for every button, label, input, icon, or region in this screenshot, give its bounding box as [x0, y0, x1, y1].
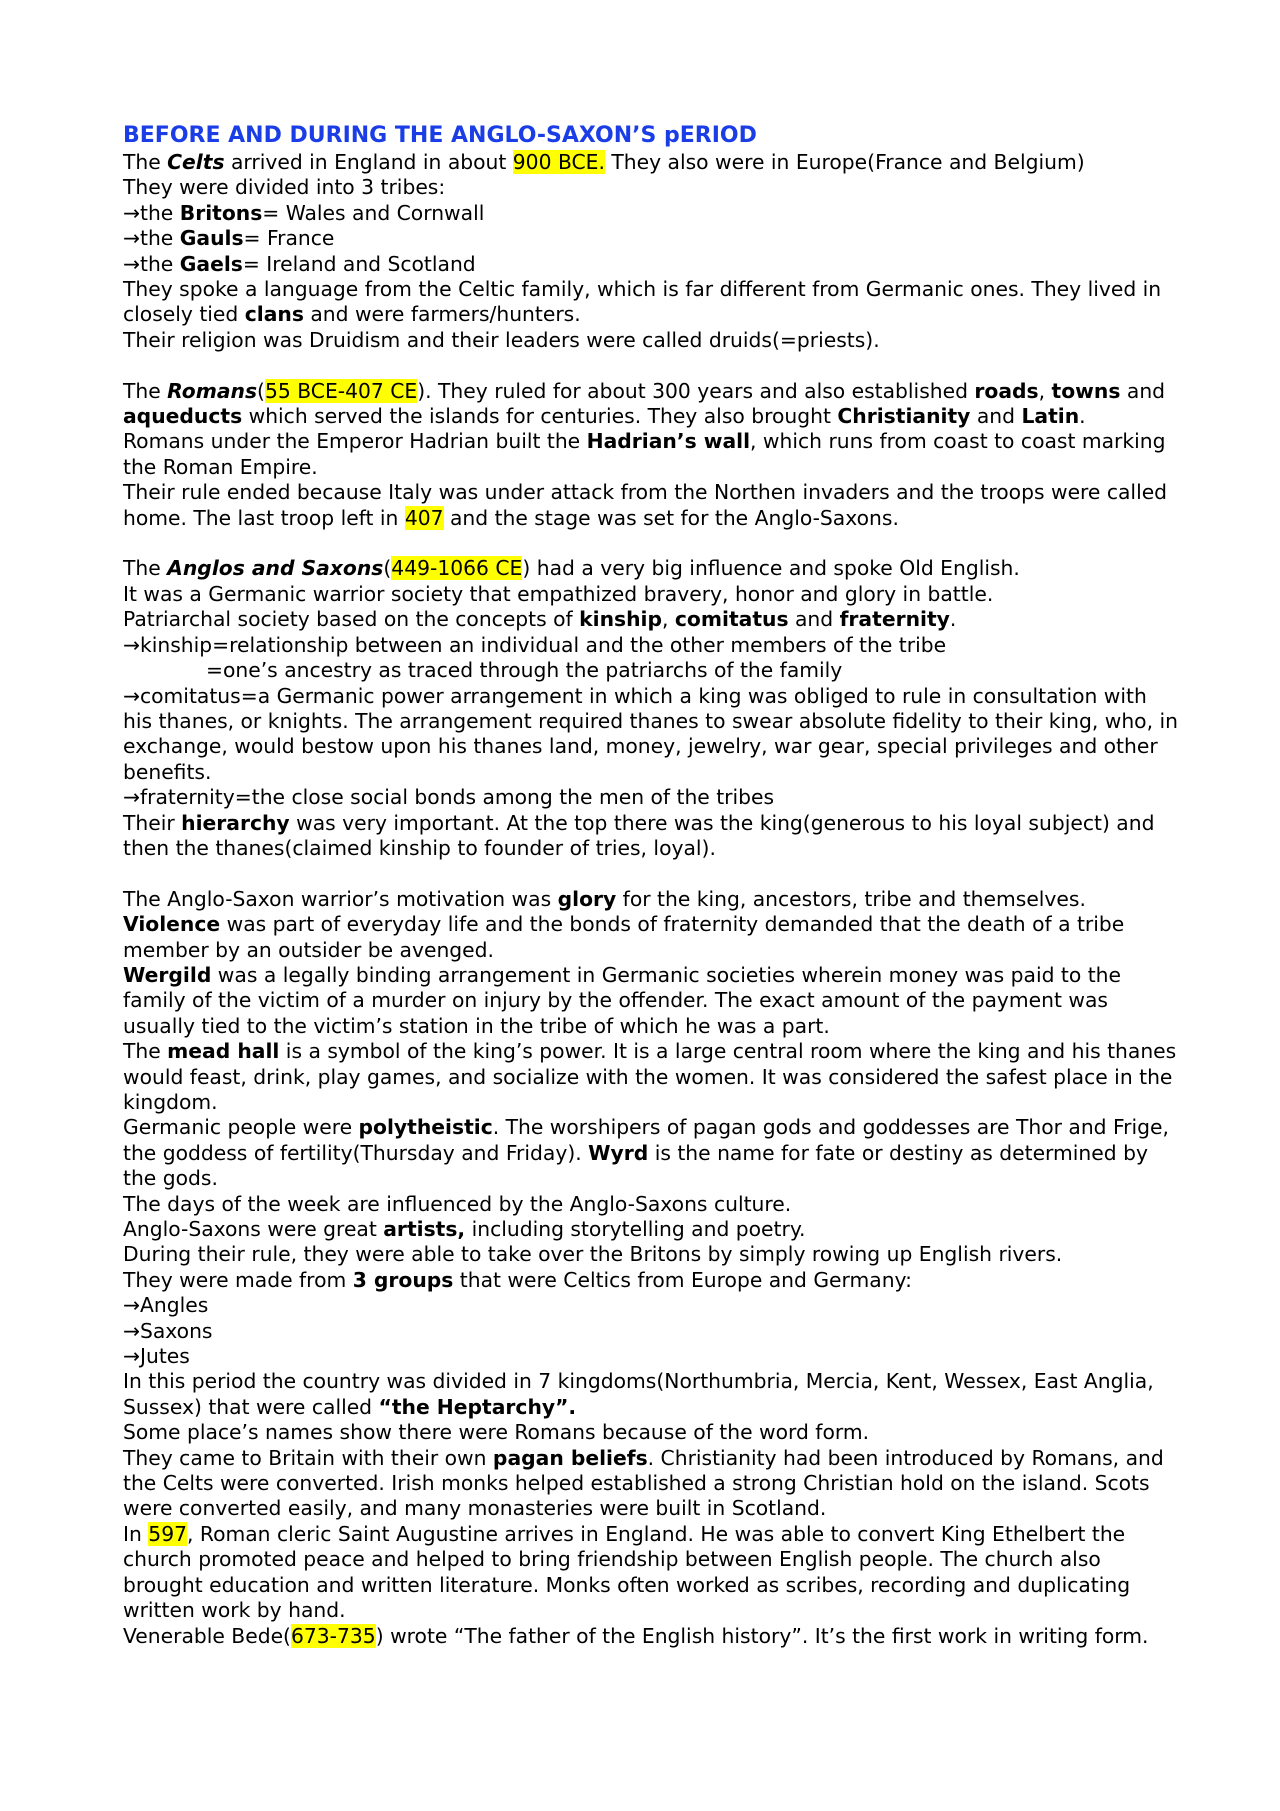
text-run: and: [1120, 378, 1172, 403]
text-run: Their rule ended because Italy was under attack from the Northen invaders and the troops were called home. The last troop left in: [123, 480, 1174, 530]
text-run: The: [123, 1039, 168, 1064]
text-run: and: [970, 404, 1022, 429]
bold-term: Violence: [123, 912, 221, 937]
text-run: →Jutes: [123, 1344, 190, 1369]
text-run: They were divided into 3 tribes:: [123, 175, 446, 200]
bold-term: Britons: [179, 200, 263, 225]
text-run: is the name for fate or destiny as determined by the gods.: [123, 1140, 1155, 1191]
text-run: and the stage was set for the Anglo-Saxons.: [443, 505, 899, 530]
text-run: , Roman cleric Saint Augustine arrives in England. He was able to convert King Ethelbert the church promoted peace and helped to bring friendship between English people. The church also brought education and written literature. Monks often worked as scribes, recording and duplicating written work by hand.: [123, 1521, 1137, 1623]
text-run: Some place’s names show there were Romans because of the word form.: [123, 1420, 870, 1445]
document-title: BEFORE AND DURING THE ANGLO-SAXON’S pERIOD: [123, 123, 757, 148]
text-run: They were made from: [123, 1267, 353, 1292]
text-run: = Ireland and Scotland: [242, 251, 476, 276]
text-run: was part of everyday life and the bonds of fraternity demanded that the death of a tribe member by an outsider be avenged.: [123, 912, 1131, 962]
paragraph: [123, 1217, 1180, 1242]
text-run: (: [257, 378, 265, 403]
text-run: ,: [1038, 378, 1052, 403]
bold-italic-term: Romans: [167, 378, 258, 403]
text-run: →fraternity=the close social bonds among the men of the tribes: [123, 785, 775, 810]
text-run: →Saxons: [123, 1318, 213, 1343]
text-run: →comitatus=a Germanic power arrangement in which a king was obliged to rule in consultation with his thanes, or knights. The arrangement required thanes to swear absolute fidelity to their king, who, in exchange, would bestow upon his thanes land, money, jewelry, war gear, special privileges and other benefits.: [123, 683, 1185, 784]
paragraph: [123, 658, 1180, 683]
text-run: ). They ruled for about 300 years and also established: [417, 378, 975, 403]
bold-term: polytheistic: [358, 1115, 493, 1140]
bold-term: aqueducts: [123, 404, 243, 429]
text-run: =one’s ancestry as traced through the patriarchs of the family: [206, 658, 843, 683]
paragraph: [123, 556, 1180, 581]
text-run: arrived in England in about: [224, 150, 513, 174]
bold-italic-term: Celts: [167, 150, 225, 174]
bold-term: artists,: [383, 1217, 466, 1242]
text-run: The Anglo-Saxon warrior’s motivation was: [123, 886, 558, 911]
text-run: The: [123, 150, 168, 174]
paragraph: [123, 1369, 1180, 1420]
text-run: including storytelling and poetry.: [465, 1217, 806, 1242]
bold-term: hierarchy: [181, 810, 290, 835]
text-run: .: [1079, 404, 1086, 429]
paragraph: [123, 277, 1180, 328]
bold-term: roads: [974, 378, 1039, 403]
text-run: Anglo-Saxons were great: [123, 1217, 384, 1242]
text-run: Venerable Bede(: [123, 1623, 291, 1648]
text-run: The days of the week are influenced by the Anglo-Saxons culture.: [123, 1191, 792, 1216]
bold-term: pagan beliefs: [492, 1445, 648, 1470]
paragraph: [123, 379, 1180, 430]
bold-term: Christianity: [837, 404, 971, 429]
text-run: ) had a very big influence and spoke Old English.: [522, 556, 1020, 581]
bold-term: Gaels: [179, 251, 243, 276]
highlighted-date: 673-735: [290, 1623, 376, 1648]
text-run: ) wrote “The father of the English history”. It’s the first work in writing form.: [375, 1623, 1149, 1648]
bold-term: kinship: [579, 607, 662, 632]
text-run: The: [123, 378, 168, 403]
paragraph: [123, 226, 1180, 251]
paragraph: [123, 175, 1180, 200]
paragraph: [123, 1192, 1180, 1217]
paragraph: [123, 683, 1185, 786]
paragraph: [123, 1039, 1183, 1115]
paragraph: [123, 1446, 1180, 1522]
text-run: They also were in Europe(France and Belgium): [604, 150, 1085, 174]
text-run: In: [123, 1521, 149, 1546]
paragraph: [123, 150, 1180, 175]
text-run: They spoke a language from the Celtic family, which is far different from Germanic ones. They lived in closely tied: [123, 277, 1168, 327]
text-run: . Christianity had been introduced by Romans, and the Celts were converted. Irish monks helped established a strong Christian hold on the island. Scots were converted easily, and many monasteries were built in Scotland.: [123, 1445, 1171, 1521]
text-run: . The worshipers of pagan gods and goddesses are Thor and Frige, the goddess of fertility(Thursday and Friday).: [123, 1115, 1176, 1165]
bold-term: mead hall: [167, 1039, 280, 1064]
paragraph: [123, 480, 1180, 531]
text-run: Patriarchal society based on the concepts of: [123, 607, 580, 632]
bold-term: “the Heptarchy”.: [378, 1394, 577, 1419]
paragraph: [123, 328, 1180, 353]
text-run: Romans under the Emperor Hadrian built the: [123, 429, 587, 454]
highlighted-date: 900 BCE.: [512, 150, 605, 174]
text-run: that were Celtics from Europe and Germany:: [453, 1267, 912, 1292]
paragraph: [123, 963, 1180, 1039]
text-run: The: [123, 556, 168, 581]
highlighted-date: 449-1066 CE: [391, 556, 523, 581]
paragraph: [123, 811, 1180, 862]
paragraph: [123, 785, 1180, 810]
text-run: which served the islands for centuries. They also brought: [242, 404, 838, 429]
text-run: →the: [123, 251, 180, 276]
text-run: was a legally binding arrangement in Germanic societies wherein money was paid to the family of the victim of a murder on injury by the offender. The exact amount of the payment was usually tied to the victim’s station in the tribe of which he was a part.: [123, 962, 1128, 1038]
highlighted-date: 407: [404, 505, 444, 530]
bold-term: Gauls: [179, 226, 244, 251]
paragraph: [123, 887, 1180, 912]
paragraph: [123, 429, 1180, 480]
bold-term: Wergild: [123, 962, 212, 987]
paragraph: [123, 1242, 1180, 1267]
paragraph: [123, 582, 1180, 607]
text-run: In this period the country was divided in 7 kingdoms(Northumbria, Mercia, Kent, Wessex, East Anglia, Sussex) that were called: [123, 1369, 1161, 1419]
text-run: (: [383, 556, 392, 581]
highlighted-date: 597: [148, 1521, 188, 1546]
paragraph: [123, 1420, 1180, 1445]
paragraph: [123, 607, 1180, 632]
text-run: →the: [123, 226, 180, 251]
text-run: is a symbol of the king’s power. It is a large central room where the king and his thanes would feast, drink, play games, and socialize with the women. It was considered the safest place in the kingdom.: [123, 1039, 1183, 1114]
paragraph-spacer: [123, 353, 1180, 378]
text-run: and: [788, 607, 840, 632]
paragraph: [123, 252, 1180, 277]
text-run: Their religion was Druidism and their leaders were called druids(=priests).: [123, 327, 880, 352]
text-run: →Angles: [123, 1293, 209, 1318]
bold-term: towns: [1051, 378, 1121, 403]
paragraph-spacer: [123, 861, 1180, 886]
text-run: →kinship=relationship between an individual and the other members of the tribe: [123, 632, 947, 657]
text-run: , which runs from coast to coast marking the Roman Empire.: [123, 429, 1172, 479]
bold-italic-term: Anglos and Saxons: [167, 556, 384, 581]
bold-term: Wyrd: [588, 1140, 649, 1165]
paragraph: [123, 1522, 1180, 1624]
document-body: [123, 150, 1185, 1649]
bold-term: comitatus: [674, 607, 789, 632]
paragraph-spacer: [123, 531, 1180, 556]
text-run: Their: [123, 810, 182, 835]
bold-term: clans: [244, 302, 304, 327]
paragraph: [123, 1624, 1180, 1649]
text-run: It was a Germanic warrior society that empathized bravery, honor and glory in battle.: [123, 581, 994, 606]
bold-term: fraternity: [839, 607, 950, 632]
text-run: Germanic people were: [123, 1115, 359, 1140]
paragraph: [123, 912, 1180, 963]
paragraph: [123, 1344, 1180, 1369]
highlighted-date: 55 BCE-407 CE: [264, 378, 418, 403]
bold-term: Hadrian’s wall: [586, 429, 751, 454]
text-run: ,: [662, 607, 675, 632]
text-run: →the: [123, 200, 180, 225]
paragraph: [123, 633, 1180, 658]
paragraph: [123, 201, 1180, 226]
paragraph: [123, 1268, 1180, 1293]
paragraph: [123, 1293, 1180, 1318]
text-run: and were farmers/hunters.: [303, 302, 581, 327]
text-run: = Wales and Cornwall: [262, 200, 485, 225]
bold-term: 3 groups: [352, 1267, 454, 1292]
bold-term: glory: [557, 886, 617, 911]
text-run: = France: [243, 226, 335, 251]
text-run: During their rule, they were able to take over the Britons by simply rowing up English rivers.: [123, 1242, 1063, 1267]
text-run: .: [949, 607, 957, 632]
bold-term: Latin: [1021, 404, 1080, 429]
paragraph: [123, 1115, 1180, 1191]
text-run: for the king, ancestors, tribe and themselves.: [616, 886, 1086, 911]
text-run: was very important. At the top there was the king(generous to his loyal subject) and then the thanes(claimed kinship to founder of tries, loyal).: [123, 810, 1161, 860]
paragraph: [123, 1319, 1180, 1344]
text-run: They came to Britain with their own: [123, 1445, 493, 1470]
